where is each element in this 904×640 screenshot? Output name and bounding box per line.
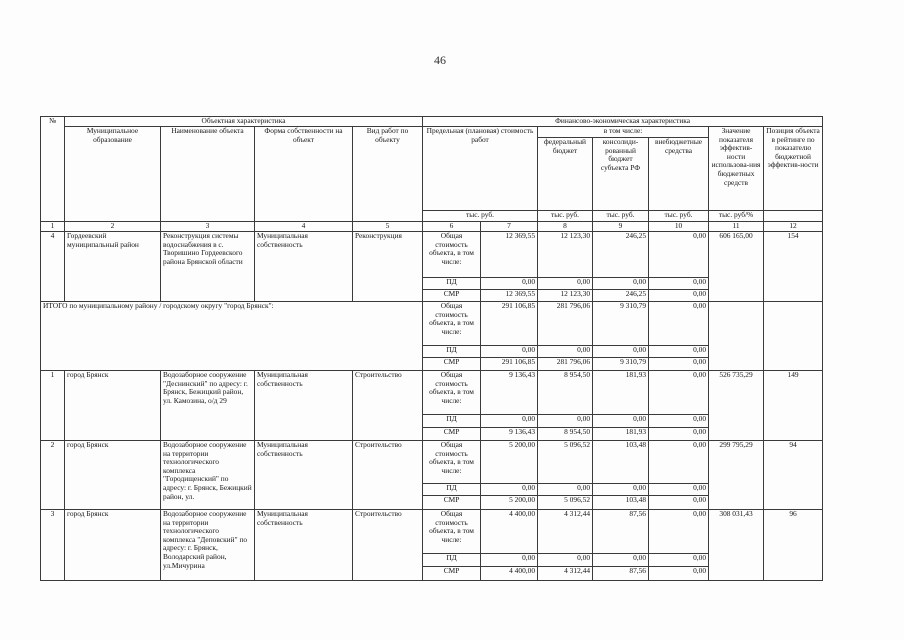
total-cost-value: 0,00 [481,346,538,358]
consolidated-units: тыс. руб. [593,211,649,222]
column-number: 3 [161,222,255,232]
extrabudget-value: 0,00 [649,484,709,496]
including-header: в том числе: [538,127,709,138]
rating-position-value: 96 [764,510,823,581]
page-number: 46 [434,53,446,67]
efficiency-indicator-value: 299 795,29 [709,441,764,510]
position-units [764,211,823,222]
object-name-cell: Водозаборное сооружение на территории технологического комплекса "Городищенский" по адресу: г. Брянск, Бежицкий район, ул. [161,441,255,510]
work-type-cell: Строительство [353,441,423,510]
row-number: 3 [41,510,65,581]
federal-units: тыс. руб. [538,211,593,222]
row-number: 4 [41,232,65,302]
ownership-cell: Муниципальная собственность [255,510,353,581]
extrabudget-value: 0,00 [649,428,709,441]
cost-breakdown-label: ПД [423,554,481,567]
federal-budget-value: 0,00 [538,554,593,567]
column-number: 7 [481,222,538,232]
consolidated-budget-value: 103,48 [593,496,649,510]
column-number: 10 [649,222,709,232]
total-consolidated-value: 9 310,79 [593,358,649,371]
cost-value: 0,00 [481,554,538,567]
total-cost-value: 291 106,85 [481,358,538,371]
extrabudget-value: 0,00 [649,567,709,581]
federal-budget-value: 4 312,44 [538,510,593,554]
municipality-cell: Гордеевский муниципальный район [65,232,161,302]
ownership-header: Форма собственности на объект [255,127,353,222]
column-number: 11 [709,222,764,232]
consolidated-budget-value: 0,00 [593,554,649,567]
work-type-header: Вид работ по объекту [353,127,423,222]
object-name-header: Наименование объекта [161,127,255,222]
extrabudget-units: тыс. руб. [649,211,709,222]
cost-value: 0,00 [481,278,538,290]
object-characteristics-header: Объектная характеристика [65,117,423,127]
ownership-cell: Муниципальная собственность [255,232,353,302]
cost-breakdown-label: Общая стоимость объекта, в том числе: [423,441,481,484]
consolidated-budget-value: 87,56 [593,510,649,554]
extrabudget-value: 0,00 [649,496,709,510]
cost-header: Предельная (плановая) стоимость работ [423,127,538,211]
financial-characteristics-header: Финансово-экономическая характеристика [423,117,823,127]
column-number: 6 [423,222,481,232]
work-type-cell: Строительство [353,371,423,441]
extrabudget-value: 0,00 [649,510,709,554]
ownership-cell: Муниципальная собственность [255,441,353,510]
cost-breakdown-label: Общая стоимость объекта, в том числе: [423,371,481,415]
cost-value: 12 369,55 [481,232,538,278]
cost-breakdown-label: СМР [423,358,481,371]
rating-position-value: 94 [764,441,823,510]
column-number: 4 [255,222,353,232]
extrabudget-value: 0,00 [649,232,709,278]
cost-breakdown-label: Общая стоимость объекта, в том числе: [423,232,481,278]
federal-budget-value: 0,00 [538,278,593,290]
cost-breakdown-label: ПД [423,278,481,290]
extrabudget-value: 0,00 [649,441,709,484]
total-federal-value: 281 796,06 [538,302,593,346]
municipality-cell: город Брянск [65,441,161,510]
efficiency-indicator-value: 606 165,00 [709,232,764,302]
federal-budget-value: 5 096,52 [538,496,593,510]
cost-breakdown-label: ПД [423,415,481,428]
consolidated-budget-value: 0,00 [593,415,649,428]
column-number: 9 [593,222,649,232]
total-extrabudget-value: 0,00 [649,358,709,371]
extrabudget-value: 0,00 [649,415,709,428]
row-number: 2 [41,441,65,510]
total-extrabudget-value: 0,00 [649,302,709,346]
cost-value: 9 136,43 [481,371,538,415]
cost-value: 9 136,43 [481,428,538,441]
cost-value: 5 200,00 [481,441,538,484]
federal-budget-value: 0,00 [538,415,593,428]
federal-budget-value: 8 954,50 [538,428,593,441]
cost-breakdown-label: Общая стоимость объекта, в том числе: [423,302,481,346]
rating-position-header: Позиция объекта в рейтинге по показателю бюджетной эффектив-ности [764,127,823,211]
object-name-cell: Реконструкция системы водоснабжения в с. Творишино Гордеевского района Брянской области [161,232,255,302]
consolidated-budget-value: 0,00 [593,278,649,290]
extrabudget-value: 0,00 [649,290,709,302]
federal-budget-value: 0,00 [538,484,593,496]
object-name-cell: Водозаборное сооружение на территории технологического комплекса "Деповский" по адресу: г. Брянск, Володарский район, ул.Мичурина [161,510,255,581]
cost-breakdown-label: ПД [423,346,481,358]
total-extrabudget-value: 0,00 [649,346,709,358]
federal-budget-value: 12 123,30 [538,290,593,302]
municipality-cell: город Брянск [65,371,161,441]
federal-budget-value: 8 954,50 [538,371,593,415]
cost-value: 0,00 [481,484,538,496]
column-number: 8 [538,222,593,232]
column-number: 5 [353,222,423,232]
total-label: ИТОГО по муниципальному району / городскому округу "город Брянск": [41,302,423,371]
cost-units: тыс. руб. [423,211,538,222]
cost-value: 0,00 [481,415,538,428]
cost-breakdown-label: СМР [423,496,481,510]
municipality-header: Муниципальное образование [65,127,161,222]
efficiency-indicator-header: Значение показателя эффектив-ности использова-ния бюджетных средств [709,127,764,211]
consolidated-budget-value: 103,48 [593,441,649,484]
cost-value: 4 400,00 [481,567,538,581]
federal-budget-value: 5 096,52 [538,441,593,484]
cost-breakdown-label: ПД [423,484,481,496]
rating-position-value: 154 [764,232,823,302]
consolidated-budget-header: консолиди-рованный бюджет субъекта РФ [593,138,649,211]
cost-value: 5 200,00 [481,496,538,510]
cost-value: 4 400,00 [481,510,538,554]
row-number: 1 [41,371,65,441]
total-position-empty [764,302,823,371]
rating-position-value: 149 [764,371,823,441]
cost-breakdown-label: СМР [423,290,481,302]
total-federal-value: 281 796,06 [538,358,593,371]
efficiency-indicator-value: 308 031,43 [709,510,764,581]
consolidated-budget-value: 246,25 [593,290,649,302]
total-indicator-empty [709,302,764,371]
column-number: 2 [65,222,161,232]
column-number: 12 [764,222,823,232]
municipality-cell: город Брянск [65,510,161,581]
extrabudget-value: 0,00 [649,278,709,290]
cost-value: 12 369,55 [481,290,538,302]
total-cost-value: 291 106,85 [481,302,538,346]
indicator-units: тыс. руб/% [709,211,764,222]
consolidated-budget-value: 181,93 [593,371,649,415]
federal-budget-value: 12 123,30 [538,232,593,278]
consolidated-budget-value: 181,93 [593,428,649,441]
extrabudget-value: 0,00 [649,371,709,415]
objects-table [40,116,823,581]
consolidated-budget-value: 0,00 [593,484,649,496]
total-consolidated-value: 9 310,79 [593,302,649,346]
total-consolidated-value: 0,00 [593,346,649,358]
cost-breakdown-label: СМР [423,567,481,581]
extrabudget-value: 0,00 [649,554,709,567]
cost-breakdown-label: Общая стоимость объекта, в том числе: [423,510,481,554]
federal-budget-value: 4 312,44 [538,567,593,581]
efficiency-indicator-value: 526 735,29 [709,371,764,441]
federal-budget-header: федеральный бюджет [538,138,593,211]
work-type-cell: Реконструкция [353,232,423,302]
consolidated-budget-value: 87,56 [593,567,649,581]
cost-breakdown-label: СМР [423,428,481,441]
object-name-cell: Водозаборное сооружение "Деснинский" по адресу: г. Брянск, Бежицкий район, ул. Камозина, о/д 29 [161,371,255,441]
work-type-cell: Строительство [353,510,423,581]
ownership-cell: Муниципальная собственность [255,371,353,441]
total-federal-value: 0,00 [538,346,593,358]
num-header: № [41,117,65,222]
column-number: 1 [41,222,65,232]
consolidated-budget-value: 246,25 [593,232,649,278]
extrabudget-header: внебюджетные средства [649,138,709,211]
